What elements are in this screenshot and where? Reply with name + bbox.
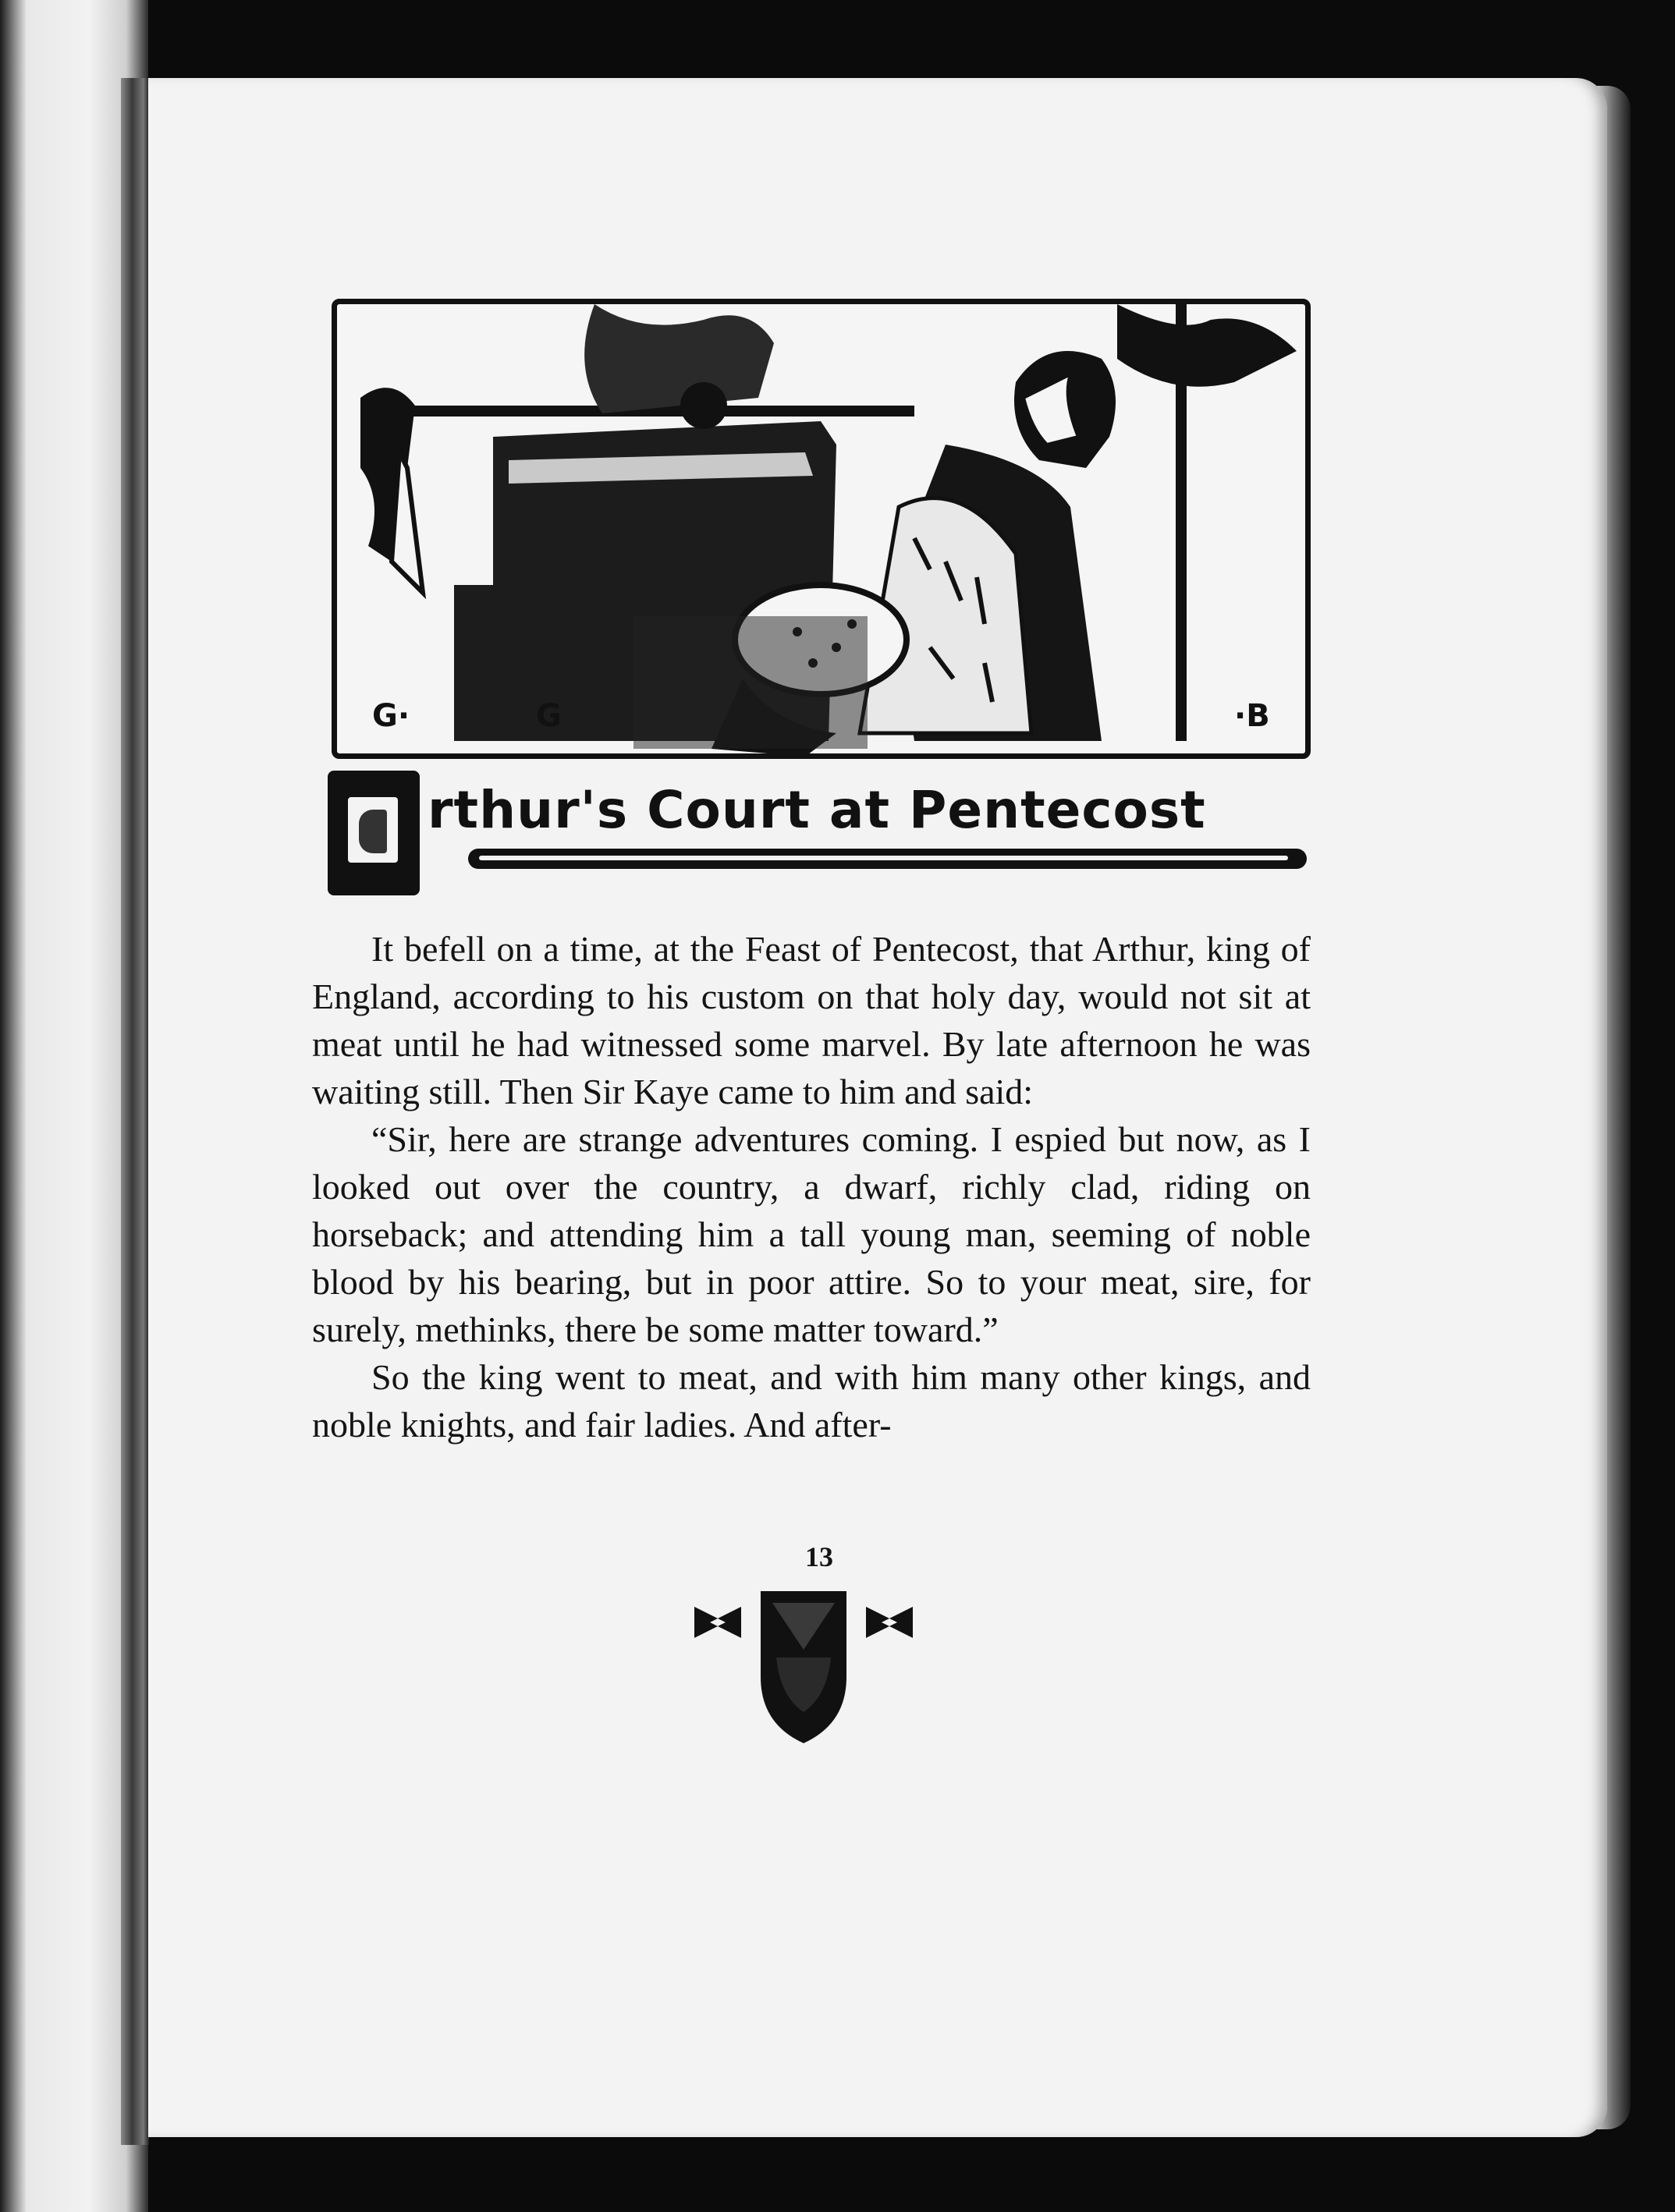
- illustration-mark: G: [536, 698, 562, 734]
- body-text: [312, 925, 1311, 1448]
- chapter-title: rthur's Court at Pentecost: [428, 780, 1206, 840]
- page-number: 13: [805, 1541, 833, 1572]
- decorated-initial: [328, 771, 420, 895]
- paragraph: It befell on a time, at the Feast of Pentecost, that Arthur, king of England, according to his custom on that holy day, would not sit at meat until he had witnessed some marvel. By late afternoon he was waiting still. Then Sir Kaye came to him and said:: [312, 929, 1311, 1111]
- illustration-mark: G·: [372, 698, 410, 734]
- shield-ornament-icon: [687, 1583, 921, 1747]
- paragraph: “Sir, here are strange adventures coming. I espied but now, as I looked out over the country, a dwarf, richly clad, riding on horseback; and attending him a tall young man, seeming of noble blood by his bearing, but in poor attire. So to your meat, sire, for surely, methinks, there be some matter toward.”: [312, 1119, 1311, 1349]
- illustration-signature: ·B: [1234, 698, 1270, 734]
- binding-edge: [121, 78, 149, 2145]
- paragraph: So the king went to meat, and with him many other kings, and noble knights, and fair ladies. And after-: [312, 1357, 1311, 1445]
- title-rule: [468, 849, 1307, 869]
- headpiece-illustration: [332, 299, 1311, 759]
- illustration-drawing: [337, 304, 1305, 753]
